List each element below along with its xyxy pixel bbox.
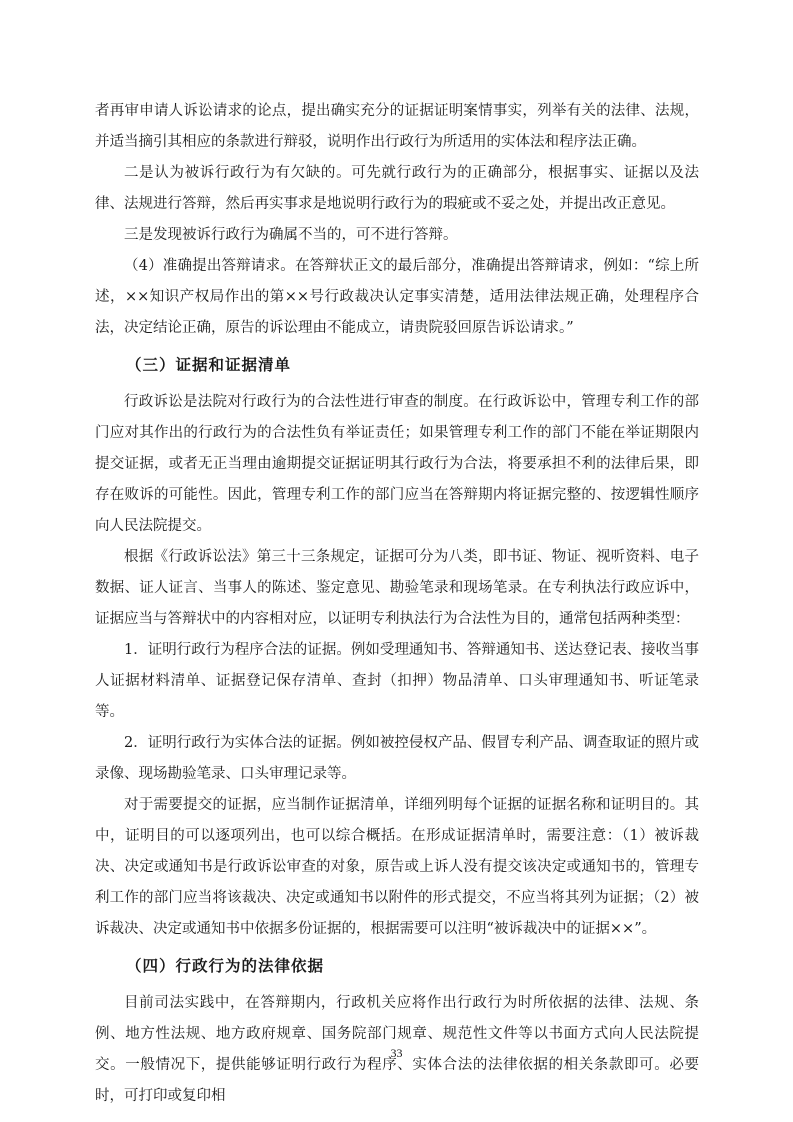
paragraph: 二是认为被诉行政行为有欠缺的。可先就行政行为的正确部分，根据事实、证据以及法律、法规进行答辩，然后再实事求是地说明行政行为的瑕疵或不妥之处，并提出改正意见。 xyxy=(95,165,699,212)
paragraph: 三是发现被诉行政行为确属不当的，可不进行答辩。 xyxy=(124,227,458,243)
paragraph: 2．证明行政行为实体合法的证据。例如被控侵权产品、假冒专利产品、调查取证的照片或录像、现场勘验笔录、口头审理记录等。 xyxy=(95,735,699,782)
paragraph: 者再审申请人诉讼请求的论点，提出确实充分的证据证明案情事实，列举有关的法律、法规，并适当摘引其相应的条款进行辩驳，说明作出行政行为所适用的实体法和程序法正确。 xyxy=(95,103,699,150)
paragraph: 根据《行政诉讼法》第三十三条规定，证据可分为八类，即书证、物证、视听资料、电子数据、证人证言、当事人的陈述、鉴定意见、勘验笔录和现场笔录。在专利执法行政应诉中，证据应当与答辩状中的内容相对应，以证明专利执法行为合法性为目的，通常包括两种类型： xyxy=(95,549,699,627)
paragraph: 目前司法实践中，在答辩期内，行政机关应将作出行政行为时所依据的法律、法规、条例、地方性法规、地方政府规章、国务院部门规章、规范性文件等以书面方式向人民法院提交。一般情况下，提供能够证明行政行为程序、实体合法的法律依据的相关条款即可。必要时，可打印或复印相 xyxy=(95,995,699,1104)
paragraph: 对于需要提交的证据，应当制作证据清单，详细列明每个证据的证据名称和证明目的。其中，证明目的可以逐项列出，也可以综合概括。在形成证据清单时，需要注意：（1）被诉裁决、决定或通知书是行政诉讼审查的对象，原告或上诉人没有提交该决定或通知书的，管理专利工作的部门应当将该裁决、决定或通知书以附件的形式提交，不应当将其列为证据；（2）被诉裁决、决定或通知书中依据多份证据的，根据需要可以注明“被诉裁决中的证据××”。 xyxy=(95,797,699,937)
document-body xyxy=(95,96,699,1112)
section-heading-legal-basis: （四）行政行为的法律依据 xyxy=(126,957,325,975)
paragraph: 行政诉讼是法院对行政行为的合法性进行审查的制度。在行政诉讼中，管理专利工作的部门应对其作出的行政行为的合法性负有举证责任；如果管理专利工作的部门不能在举证期限内提交证据，或者无正当理由逾期提交证据证明其行政行为合法，将要承担不利的法律后果，即存在败诉的可能性。因此，管理专利工作的部门应当在答辩期内将证据完整的、按逻辑性顺序向人民法院提交。 xyxy=(95,394,699,534)
page-number: 33 xyxy=(390,1046,403,1060)
paragraph: 1．证明行政行为程序合法的证据。例如受理通知书、答辩通知书、送达登记表、接收当事人证据材料清单、证据登记保存清单、查封（扣押）物品清单、口头审理通知书、听证笔录等。 xyxy=(95,642,699,720)
section-heading-evidence: （三）证据和证据清单 xyxy=(126,356,292,374)
paragraph: （4）准确提出答辩请求。在答辩状正文的最后部分，准确提出答辩请求，例如：“综上所述，××知识产权局作出的第××号行政裁决认定事实清楚，适用法律法规正确，处理程序合法，决定结论正确，原告的诉讼理由不能成立，请贵院驳回原告诉讼请求。” xyxy=(95,258,699,336)
